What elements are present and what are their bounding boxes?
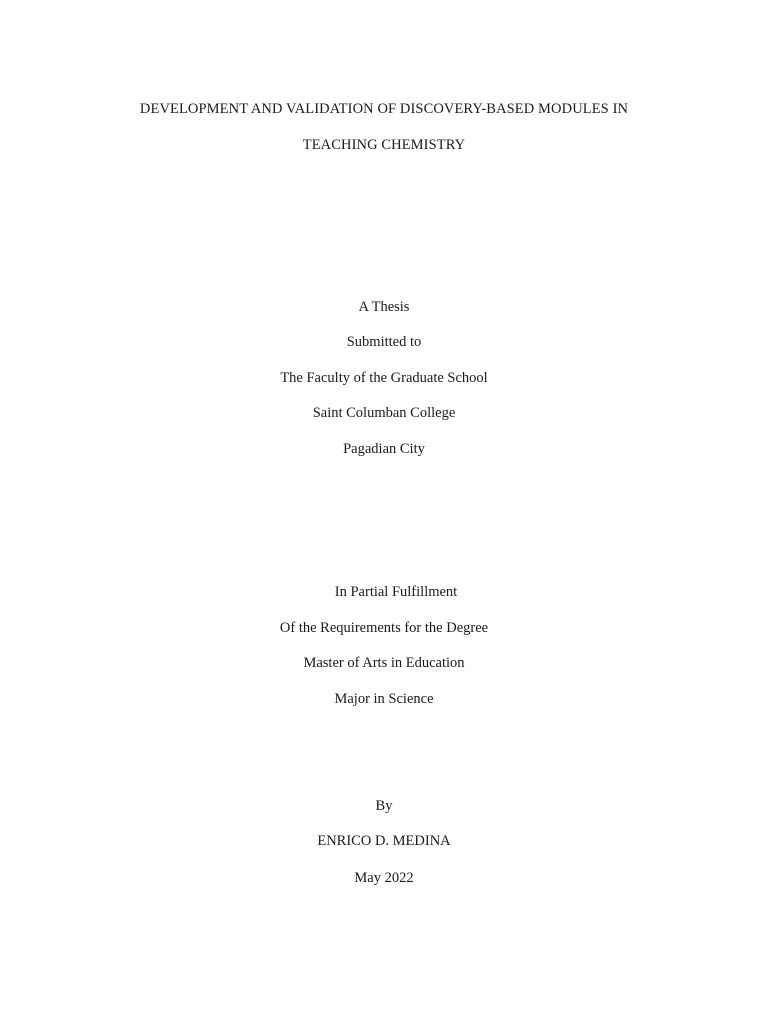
city-name: Pagadian City: [343, 441, 425, 457]
requirements-line: Of the Requirements for the Degree: [279, 620, 489, 636]
submission-date: May 2022: [354, 870, 414, 886]
title-line-1: DEVELOPMENT AND VALIDATION OF DISCOVERY-BASED MODULES IN: [139, 101, 629, 117]
thesis-label: A Thesis: [358, 299, 410, 315]
title-line-2: TEACHING CHEMISTRY: [302, 137, 466, 153]
faculty-name: The Faculty of the Graduate School: [280, 370, 488, 386]
degree-name: Master of Arts in Education: [303, 655, 465, 671]
partial-fulfillment: In Partial Fulfillment: [334, 584, 458, 600]
submitted-to: Submitted to: [346, 334, 422, 350]
major-name: Major in Science: [334, 691, 434, 707]
author-name: ENRICO D. MEDINA: [317, 833, 451, 849]
college-name: Saint Columban College: [312, 405, 456, 421]
by-label: By: [375, 798, 393, 814]
